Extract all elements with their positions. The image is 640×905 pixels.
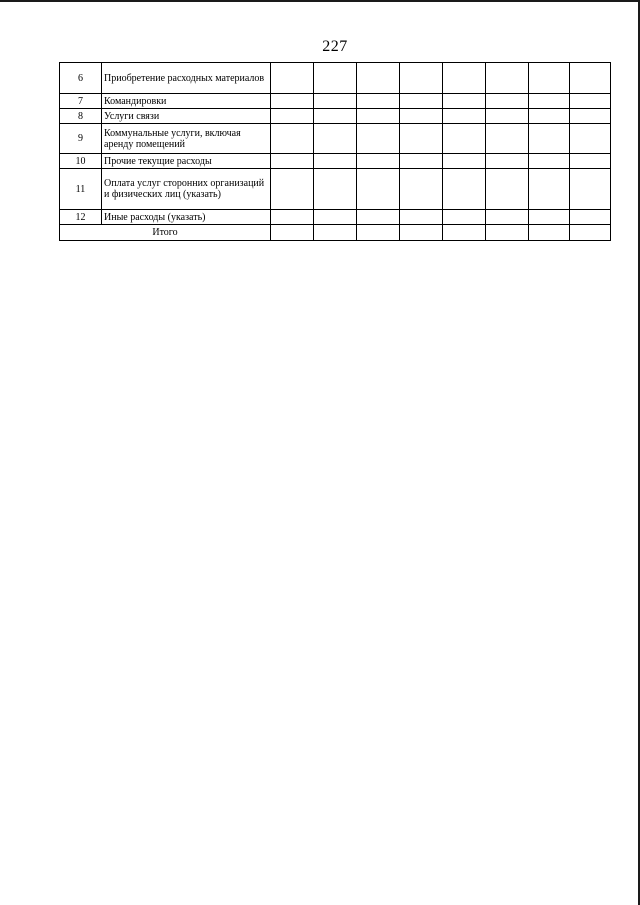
- value-cell: [570, 210, 611, 225]
- value-cell: [271, 109, 314, 124]
- value-cell: [570, 109, 611, 124]
- value-cell: [357, 154, 400, 169]
- value-cell: [400, 154, 443, 169]
- total-value-cell: [529, 225, 570, 241]
- total-value-cell: [486, 225, 529, 241]
- value-cell: [570, 169, 611, 210]
- row-label: Командировки: [102, 94, 271, 109]
- row-label: Приобретение расходных материалов: [102, 63, 271, 94]
- value-cell: [486, 94, 529, 109]
- total-value-cell: [570, 225, 611, 241]
- row-number: 6: [60, 63, 102, 94]
- value-cell: [357, 210, 400, 225]
- table-row: [60, 210, 611, 225]
- row-number: 9: [60, 124, 102, 154]
- row-number: 10: [60, 154, 102, 169]
- value-cell: [400, 63, 443, 94]
- row-label: Прочие текущие расходы: [102, 154, 271, 169]
- total-value-cell: [443, 225, 486, 241]
- scan-edge-top: [0, 0, 640, 2]
- value-cell: [271, 94, 314, 109]
- value-cell: [529, 94, 570, 109]
- row-label: Оплата услуг сторонних организаций и физических лиц (указать): [102, 169, 271, 210]
- value-cell: [400, 124, 443, 154]
- total-label: Итого: [60, 225, 271, 241]
- expense-table-body: [60, 63, 611, 241]
- table-row: [60, 169, 611, 210]
- value-cell: [314, 124, 357, 154]
- value-cell: [570, 154, 611, 169]
- value-cell: [314, 94, 357, 109]
- value-cell: [529, 154, 570, 169]
- row-label: Иные расходы (указать): [102, 210, 271, 225]
- table-row: [60, 154, 611, 169]
- value-cell: [271, 154, 314, 169]
- value-cell: [314, 169, 357, 210]
- value-cell: [443, 109, 486, 124]
- value-cell: [443, 154, 486, 169]
- value-cell: [486, 124, 529, 154]
- total-value-cell: [400, 225, 443, 241]
- value-cell: [570, 124, 611, 154]
- value-cell: [271, 210, 314, 225]
- value-cell: [314, 109, 357, 124]
- value-cell: [570, 63, 611, 94]
- value-cell: [443, 169, 486, 210]
- value-cell: [314, 154, 357, 169]
- value-cell: [271, 169, 314, 210]
- total-value-cell: [314, 225, 357, 241]
- table-row: [60, 124, 611, 154]
- value-cell: [314, 63, 357, 94]
- value-cell: [443, 63, 486, 94]
- value-cell: [357, 63, 400, 94]
- table-row: [60, 109, 611, 124]
- row-label: Коммунальные услуги, включая аренду помещений: [102, 124, 271, 154]
- value-cell: [486, 109, 529, 124]
- value-cell: [357, 109, 400, 124]
- row-label: Услуги связи: [102, 109, 271, 124]
- value-cell: [400, 109, 443, 124]
- total-row: [60, 225, 611, 241]
- value-cell: [271, 124, 314, 154]
- value-cell: [529, 169, 570, 210]
- table-row: [60, 94, 611, 109]
- row-number: 8: [60, 109, 102, 124]
- value-cell: [529, 124, 570, 154]
- value-cell: [529, 210, 570, 225]
- value-cell: [486, 154, 529, 169]
- value-cell: [400, 210, 443, 225]
- total-value-cell: [357, 225, 400, 241]
- value-cell: [570, 94, 611, 109]
- value-cell: [443, 124, 486, 154]
- table-row: [60, 63, 611, 94]
- expense-table: [59, 62, 611, 241]
- value-cell: [400, 94, 443, 109]
- page-number: 227: [322, 38, 348, 55]
- value-cell: [443, 94, 486, 109]
- row-number: 11: [60, 169, 102, 210]
- value-cell: [271, 63, 314, 94]
- value-cell: [357, 124, 400, 154]
- value-cell: [357, 169, 400, 210]
- value-cell: [486, 63, 529, 94]
- value-cell: [400, 169, 443, 210]
- row-number: 7: [60, 94, 102, 109]
- value-cell: [443, 210, 486, 225]
- value-cell: [486, 169, 529, 210]
- value-cell: [529, 109, 570, 124]
- value-cell: [357, 94, 400, 109]
- value-cell: [486, 210, 529, 225]
- value-cell: [529, 63, 570, 94]
- row-number: 12: [60, 210, 102, 225]
- total-value-cell: [271, 225, 314, 241]
- value-cell: [314, 210, 357, 225]
